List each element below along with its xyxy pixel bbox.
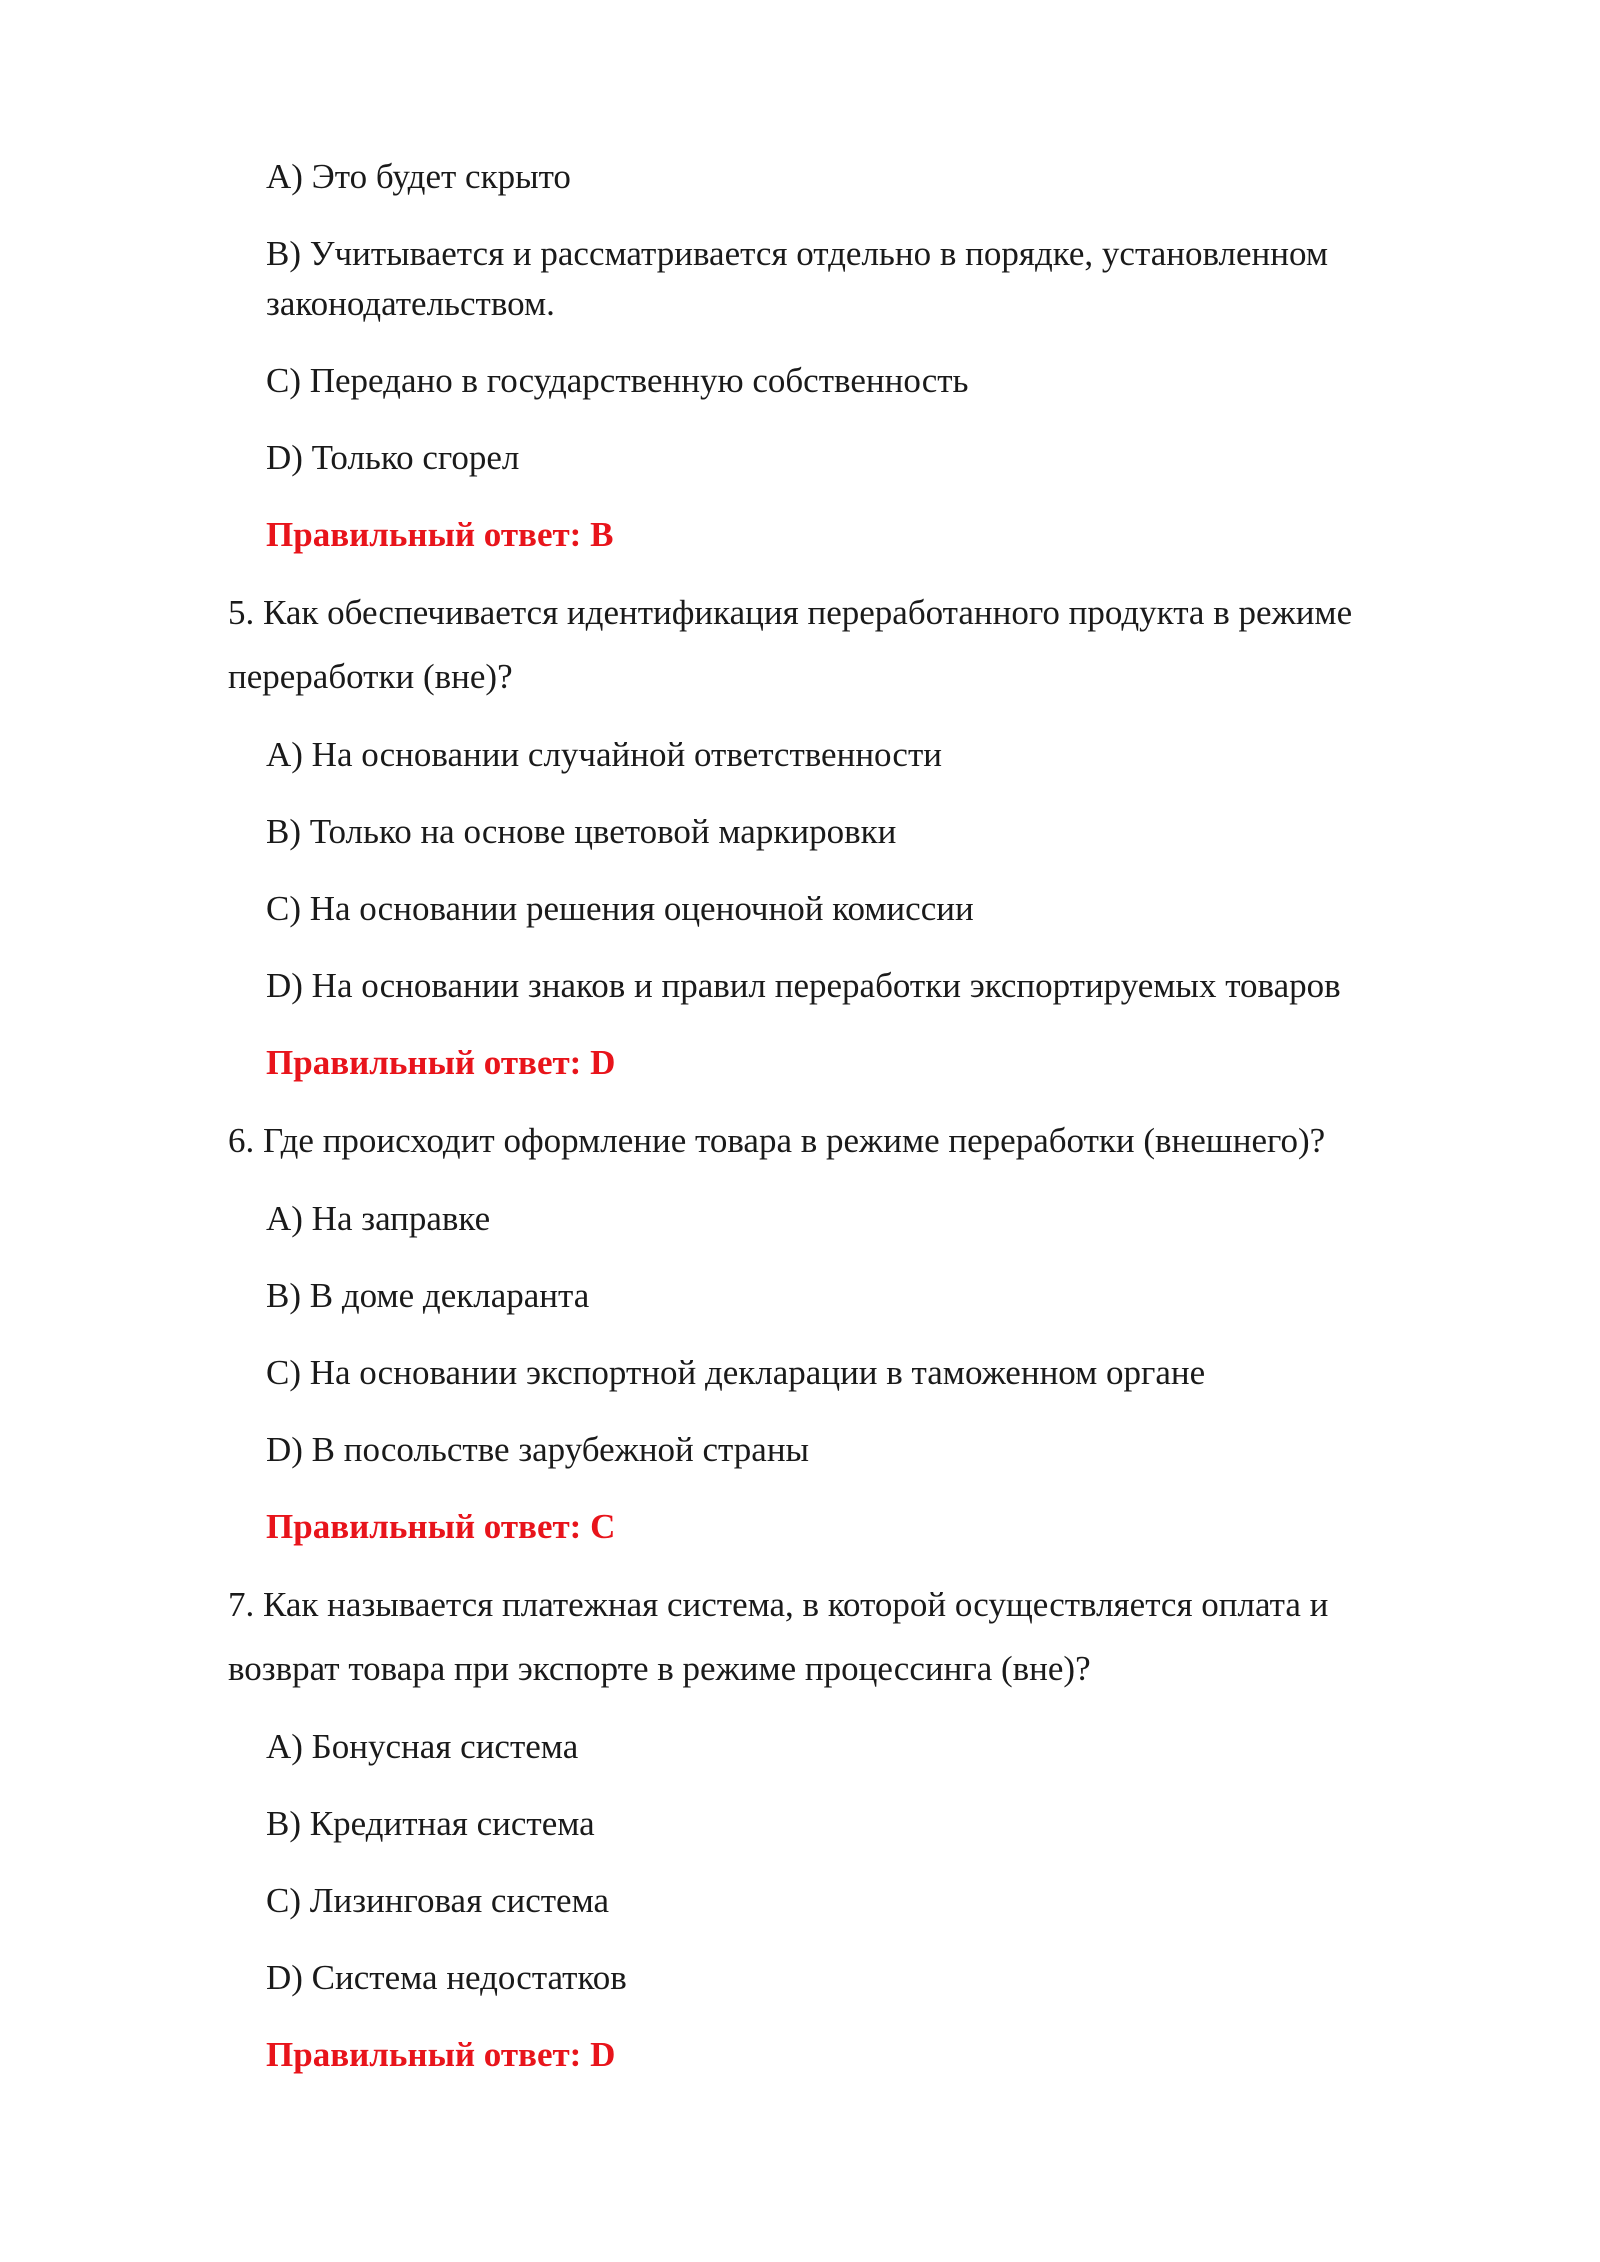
option-a: A) На основании случайной ответственности [266,735,942,774]
option-d: D) Только сгорел [266,438,520,477]
option-b: B) В доме декларанта [266,1276,590,1315]
option-b: B) Учитывается и рассматривается отдельно в порядке, установленном законодательством. [266,234,1328,323]
question-7 [228,1573,1450,2080]
question-4-continued [228,152,1450,560]
option-d: D) На основании знаков и правил переработки экспортируемых товаров [266,966,1341,1005]
option-d: D) В посольстве зарубежной страны [266,1430,810,1469]
question-text: 6. Где происходит оформление товара в режиме переработки (внешнего)? [228,1121,1326,1160]
option-a: A) На заправке [266,1199,491,1238]
option-c: C) На основании решения оценочной комиссии [266,889,974,928]
option-b: B) Кредитная система [266,1804,595,1843]
option-b: B) Только на основе цветовой маркировки [266,812,897,851]
question-text: 7. Как называется платежная система, в которой осуществляется оплата и возврат товара при экспорте в режиме процессинга (вне)? [228,1585,1329,1688]
correct-answer: Правильный ответ: D [266,1043,616,1082]
correct-answer: Правильный ответ: D [266,2035,616,2074]
correct-answer: Правильный ответ: C [266,1507,616,1546]
option-a: A) Бонусная система [266,1727,579,1766]
question-6 [228,1109,1450,1552]
question-5 [228,581,1450,1088]
option-a: A) Это будет скрыто [266,157,571,196]
option-c: C) Передано в государственную собственность [266,361,969,400]
question-text: 5. Как обеспечивается идентификация переработанного продукта в режиме переработки (вне)? [228,593,1353,696]
option-d: D) Система недостатков [266,1958,627,1997]
correct-answer: Правильный ответ: B [266,515,614,554]
option-c: C) На основании экспортной декларации в таможенном органе [266,1353,1206,1392]
option-c: C) Лизинговая система [266,1881,610,1920]
